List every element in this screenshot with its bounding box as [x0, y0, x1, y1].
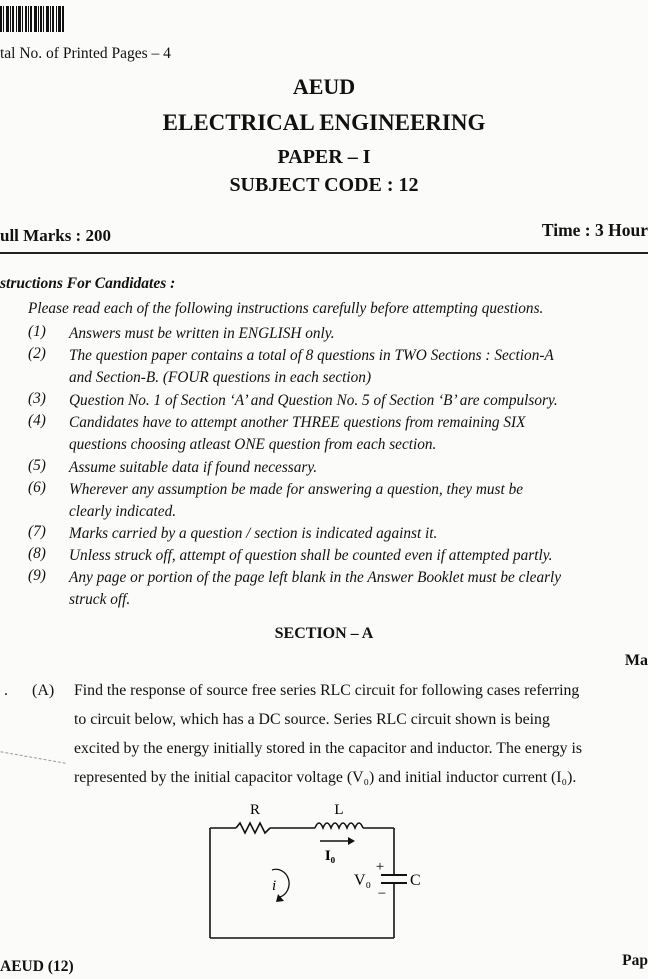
instruction-text: Marks carried by a question / section is indicated against it.: [69, 525, 438, 542]
instruction-text: The question paper contains a total of 8 questions in TWO Sections : Section-A: [69, 347, 554, 364]
instruction-text: Question No. 1 of Section ‘A’ and Question No. 5 of Section ‘B’ are compulsory.: [69, 392, 558, 409]
instruction-number: (3): [28, 390, 46, 407]
question-line-3: excited by the energy initially stored in the capacitor and inductor. The energy is: [74, 740, 582, 757]
subject-title: ELECTRICAL ENGINEERING: [162, 110, 486, 135]
resistor-label: R: [249, 802, 261, 818]
instruction-text: and Section-B. (FOUR questions in each section): [69, 369, 372, 386]
question-bullet: .: [4, 682, 8, 699]
instruction-text: questions choosing atleast ONE question from each section.: [69, 436, 437, 453]
rlc-circuit-diagram: [200, 798, 440, 948]
instruction-text: Unless struck off, attempt of question shall be counted even if attempted partly.: [69, 547, 553, 564]
header-rule: [0, 252, 648, 254]
instructions-heading: structions For Candidates :: [0, 275, 176, 292]
instructions-intro: Please read each of the following instructions carefully before attempting questions.: [28, 300, 544, 317]
instruction-text: clearly indicated.: [69, 503, 177, 520]
stray-mark: [0, 751, 65, 764]
instruction-text: struck off.: [69, 591, 131, 608]
time-allowed: Time : 3 Hour: [541, 220, 648, 240]
question-line-2: to circuit below, which has a DC source. Series RLC circuit shown is being: [74, 711, 550, 728]
current-label: I₀: [324, 848, 336, 864]
question-line-4: represented by the initial capacitor voltage (V₀) and initial inductor current (I₀).: [74, 769, 577, 786]
barcode: [0, 6, 92, 32]
question-line-1: Find the response of source free series RLC circuit for following cases referring: [74, 682, 580, 699]
instruction-number: (5): [28, 457, 46, 474]
full-marks: ull Marks : 200: [0, 226, 111, 245]
footer-left: AEUD (12): [0, 958, 74, 975]
capacitor-minus-sign: −: [377, 886, 387, 902]
instruction-text: Answers must be written in ENGLISH only.: [69, 325, 335, 342]
capacitor-voltage-label: V₀: [354, 872, 372, 889]
instruction-text: Any page or portion of the page left blank in the Answer Booklet must be clearly: [69, 569, 562, 586]
instruction-number: (4): [28, 412, 46, 429]
capacitor-label: C: [410, 872, 421, 889]
exam-code: AEUD: [292, 74, 356, 99]
inductor-symbol: [315, 823, 363, 828]
subject-code: SUBJECT CODE : 12: [229, 174, 419, 196]
capacitor-plus-sign: +: [375, 859, 385, 875]
paper-title: PAPER – I: [277, 146, 371, 168]
total-pages-text: tal No. of Printed Pages – 4: [0, 45, 171, 62]
section-title: SECTION – A: [274, 625, 374, 642]
instruction-text: Candidates have to attempt another THREE questions from remaining SIX: [69, 414, 526, 431]
current-arrow-head: [348, 837, 355, 845]
loop-current-label: i: [272, 878, 277, 894]
instruction-number: (7): [28, 523, 46, 540]
footer-right: Pap: [622, 952, 648, 969]
instruction-text: Wherever any assumption be made for answering a question, they must be: [69, 481, 524, 498]
section-marks-label: Ma: [624, 652, 648, 669]
instruction-text: Assume suitable data if found necessary.: [69, 459, 318, 476]
instruction-number: (9): [28, 567, 46, 584]
question-label: (A): [32, 682, 55, 699]
instruction-number: (8): [28, 545, 46, 562]
instruction-number: (6): [28, 479, 46, 496]
inductor-label: L: [334, 802, 344, 818]
instruction-number: (1): [28, 323, 46, 340]
instruction-number: (2): [28, 345, 46, 362]
resistor-symbol: [236, 823, 270, 833]
